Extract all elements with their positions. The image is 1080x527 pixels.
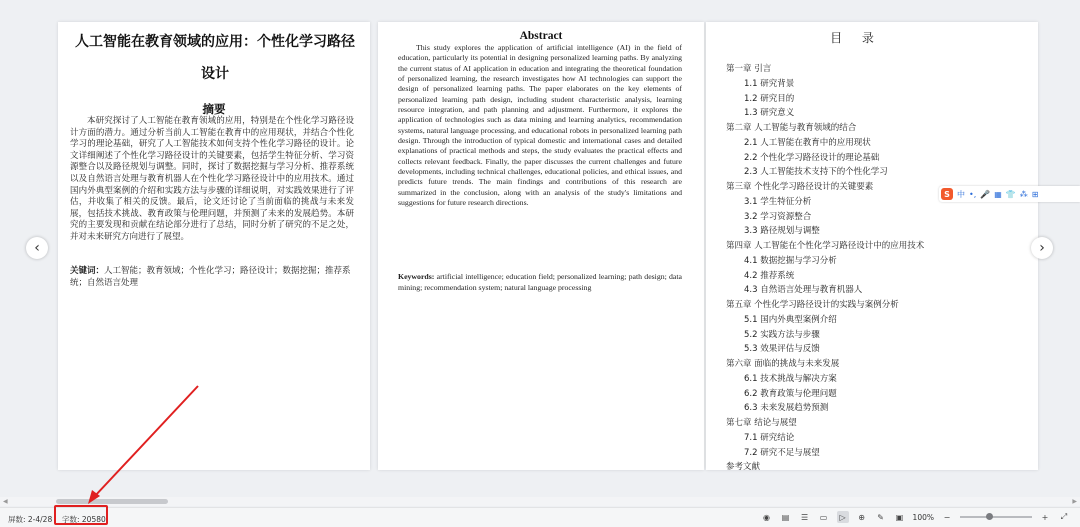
page-chinese-abstract	[58, 22, 370, 470]
toc-chapter[interactable]: 第五章 个性化学习路径设计的实践与案例分析	[726, 300, 899, 310]
toc-title: 目 录	[830, 31, 882, 45]
toc-subsection[interactable]: 2.2 个性化学习路径设计的理论基础	[744, 152, 880, 163]
toc-subsection[interactable]: 5.1 国内外典型案例介绍	[744, 314, 837, 325]
toc-chapter[interactable]: 第三章 个性化学习路径设计的关键要素	[726, 182, 874, 192]
play-icon[interactable]: ▷	[837, 511, 849, 523]
ime-chinese-mode[interactable]: 中	[957, 189, 965, 199]
toc-chapter[interactable]: 第四章 人工智能在个性化学习路径设计中的应用技术	[726, 241, 925, 251]
toc-subsection[interactable]: 3.2 学习资源整合	[744, 211, 812, 222]
ime-microphone-icon[interactable]: 🎤	[980, 189, 991, 199]
reading-view-icon[interactable]: ▭	[819, 512, 828, 522]
zoom-in-icon[interactable]: +	[1041, 512, 1049, 522]
ime-toolbar[interactable]	[939, 186, 1080, 202]
toc-chapter[interactable]: 第六章 面临的挑战与未来发展	[726, 359, 840, 369]
toc-chapter[interactable]: 参考文献	[726, 462, 761, 473]
ime-menu-icon[interactable]: ⊞	[1031, 189, 1039, 199]
keywords-en	[398, 272, 682, 293]
view-controls	[761, 511, 1070, 523]
page-table-of-contents	[706, 22, 1038, 473]
toc-subsection[interactable]: 1.2 研究目的	[744, 93, 795, 104]
toc-subsection[interactable]: 4.3 自然语言处理与教育机器人	[744, 285, 863, 296]
abstract-heading-cn: 摘要	[202, 102, 226, 116]
toc-subsection[interactable]: 5.3 效果评估与反馈	[744, 344, 820, 355]
ime-skin-icon[interactable]: 👕	[1005, 189, 1016, 199]
eye-protection-icon[interactable]: ◉	[763, 512, 771, 522]
toc-subsection[interactable]: 4.2 推荐系统	[744, 270, 795, 281]
ime-tools-icon[interactable]: ⁂	[1019, 189, 1028, 199]
zoom-level[interactable]: 100%	[912, 512, 934, 522]
page-view-icon[interactable]: ▤	[781, 512, 790, 522]
page-count-status[interactable]: 屏数: 2-4/28	[8, 515, 53, 524]
toc-subsection[interactable]: 5.2 实践方法与步骤	[744, 329, 820, 340]
chevron-right-icon: ›	[1039, 240, 1045, 256]
keywords-cn	[70, 265, 354, 289]
ime-keyboard-icon[interactable]: ▦	[994, 189, 1002, 199]
ime-punctuation-icon[interactable]: •,	[969, 189, 977, 199]
ime-logo-icon[interactable]: S	[941, 188, 953, 200]
status-bar	[0, 507, 1080, 527]
keywords-label-en: Keywords:	[398, 272, 435, 281]
horizontal-scrollbar[interactable]	[0, 497, 1080, 506]
toc-subsection[interactable]: 1.1 研究背景	[744, 78, 795, 89]
scrollbar-thumb[interactable]	[56, 499, 168, 504]
toc-subsection[interactable]: 6.3 未来发展趋势预测	[744, 403, 829, 414]
previous-page-button[interactable]	[26, 237, 48, 259]
zoom-slider-thumb[interactable]	[986, 513, 993, 520]
page-english-abstract	[378, 22, 704, 470]
outline-view-icon[interactable]: ☰	[800, 512, 809, 522]
toc-subsection[interactable]: 1.3 研究意义	[744, 108, 795, 119]
toc-list	[726, 62, 924, 475]
zoom-slider[interactable]	[960, 516, 1032, 518]
paper-title: 人工智能在教育领域的应用：个性化学习路径设计	[75, 34, 355, 82]
keywords-text-en: artificial intelligence; education field; personalized learning; path design; data mining; recommendation system; natural language processing	[398, 272, 683, 292]
toc-subsection[interactable]: 7.2 研究不足与展望	[744, 447, 820, 458]
word-count-status[interactable]: 字数: 20580	[62, 515, 106, 524]
word-count-highlight	[54, 505, 108, 525]
abstract-heading-en: Abstract	[519, 30, 563, 42]
toc-subsection[interactable]: 4.1 数据挖掘与学习分析	[744, 255, 837, 266]
scroll-right-icon[interactable]: ▶	[1072, 498, 1077, 505]
fullscreen-icon[interactable]: ⤢	[1060, 512, 1068, 521]
toc-subsection[interactable]: 3.1 学生特征分析	[744, 196, 812, 207]
next-page-button[interactable]	[1031, 237, 1053, 259]
web-view-icon[interactable]: ⊕	[858, 512, 865, 522]
toc-subsection[interactable]: 2.3 人工智能技术支持下的个性化学习	[744, 167, 888, 178]
toc-subsection[interactable]: 3.3 路径规划与调整	[744, 226, 820, 237]
scroll-left-icon[interactable]: ◀	[3, 498, 8, 505]
toc-subsection[interactable]: 7.1 研究结论	[744, 432, 795, 443]
pen-icon[interactable]: ✎	[877, 512, 884, 522]
toc-subsection[interactable]: 6.1 技术挑战与解决方案	[744, 373, 837, 384]
abstract-body-en: This study explores the application of artificial intelligence (AI) in the field of education, particularly its potential in designing personalized learning paths. By analyzing the current status of AI application in education and integrating the theoretical foundation of personalized learning, the research investigates how AI technologies can support the design of personalized learning paths. The paper elaborates on the key elements of personalized learning path design, including student characteristic analysis, learning resource integration, and path planning and adjustment. Furthermore, it explores the application of technologies such as data mining and learning analytics, recommendation systems, natural language processing, and educational robots in personalized learning path design. Through the introduction of typical domestic and international cases and detailed explanations of practical methods and steps, the study evaluates the practical effects and collects relevant feedback. Finally, the paper discusses the current challenges and future developments, including technical challenges, educational policies, and ethical issues, and predicts future trends. The main findings and contributions of this research are summarized in the conclusion, along with an analysis of the study's limitations and suggestions for future research directions.	[398, 43, 682, 208]
abstract-body-cn: 本研究探讨了人工智能在教育领域的应用，特别是在个性化学习路径设计方面的潜力。通过分析当前人工智能在教育中的应用现状，并结合个性化学习的理论基础，研究了人工智能技术如何支持个性化学习路径的设计。论文详细阐述了个性化学习路径设计的关键要素，包括学生特征分析、学习资源整合以及路径规划与调整。同时，探讨了数据挖掘与学习分析、推荐系统以及自然语言处理与教育机器人在个性化学习路径设计中的应用技术。通过国内外典型案例的介绍和实践方法与步骤的详细说明，对实践效果进行了评估，并收集了相关的反馈。最后，论文还讨论了当前面临的挑战与未来发展，包括技术挑战、教育政策与伦理问题，并预测了未来的发展趋势。本研究的主要发现和贡献在结论部分进行了总结，同时分析了研究的不足之处，并对未来研究方向进行了展望。	[70, 116, 354, 242]
toc-chapter[interactable]: 第七章 结论与展望	[726, 418, 797, 428]
keywords-text-cn: 人工智能；教育领域；个性化学习；路径设计；数据挖掘；推荐系统；自然语言处理	[70, 266, 351, 288]
keywords-label-cn: 关键词：	[70, 266, 105, 276]
toc-chapter[interactable]: 第二章 人工智能与教育领域的结合	[726, 123, 857, 133]
toc-subsection[interactable]: 6.2 教育政策与伦理问题	[744, 388, 837, 399]
zoom-out-icon[interactable]: −	[943, 512, 951, 522]
toc-chapter[interactable]: 第一章 引言	[726, 64, 772, 74]
chevron-left-icon: ‹	[34, 240, 40, 256]
toc-subsection[interactable]: 2.1 人工智能在教育中的应用现状	[744, 137, 871, 148]
fit-page-icon[interactable]: ▣	[895, 512, 904, 522]
